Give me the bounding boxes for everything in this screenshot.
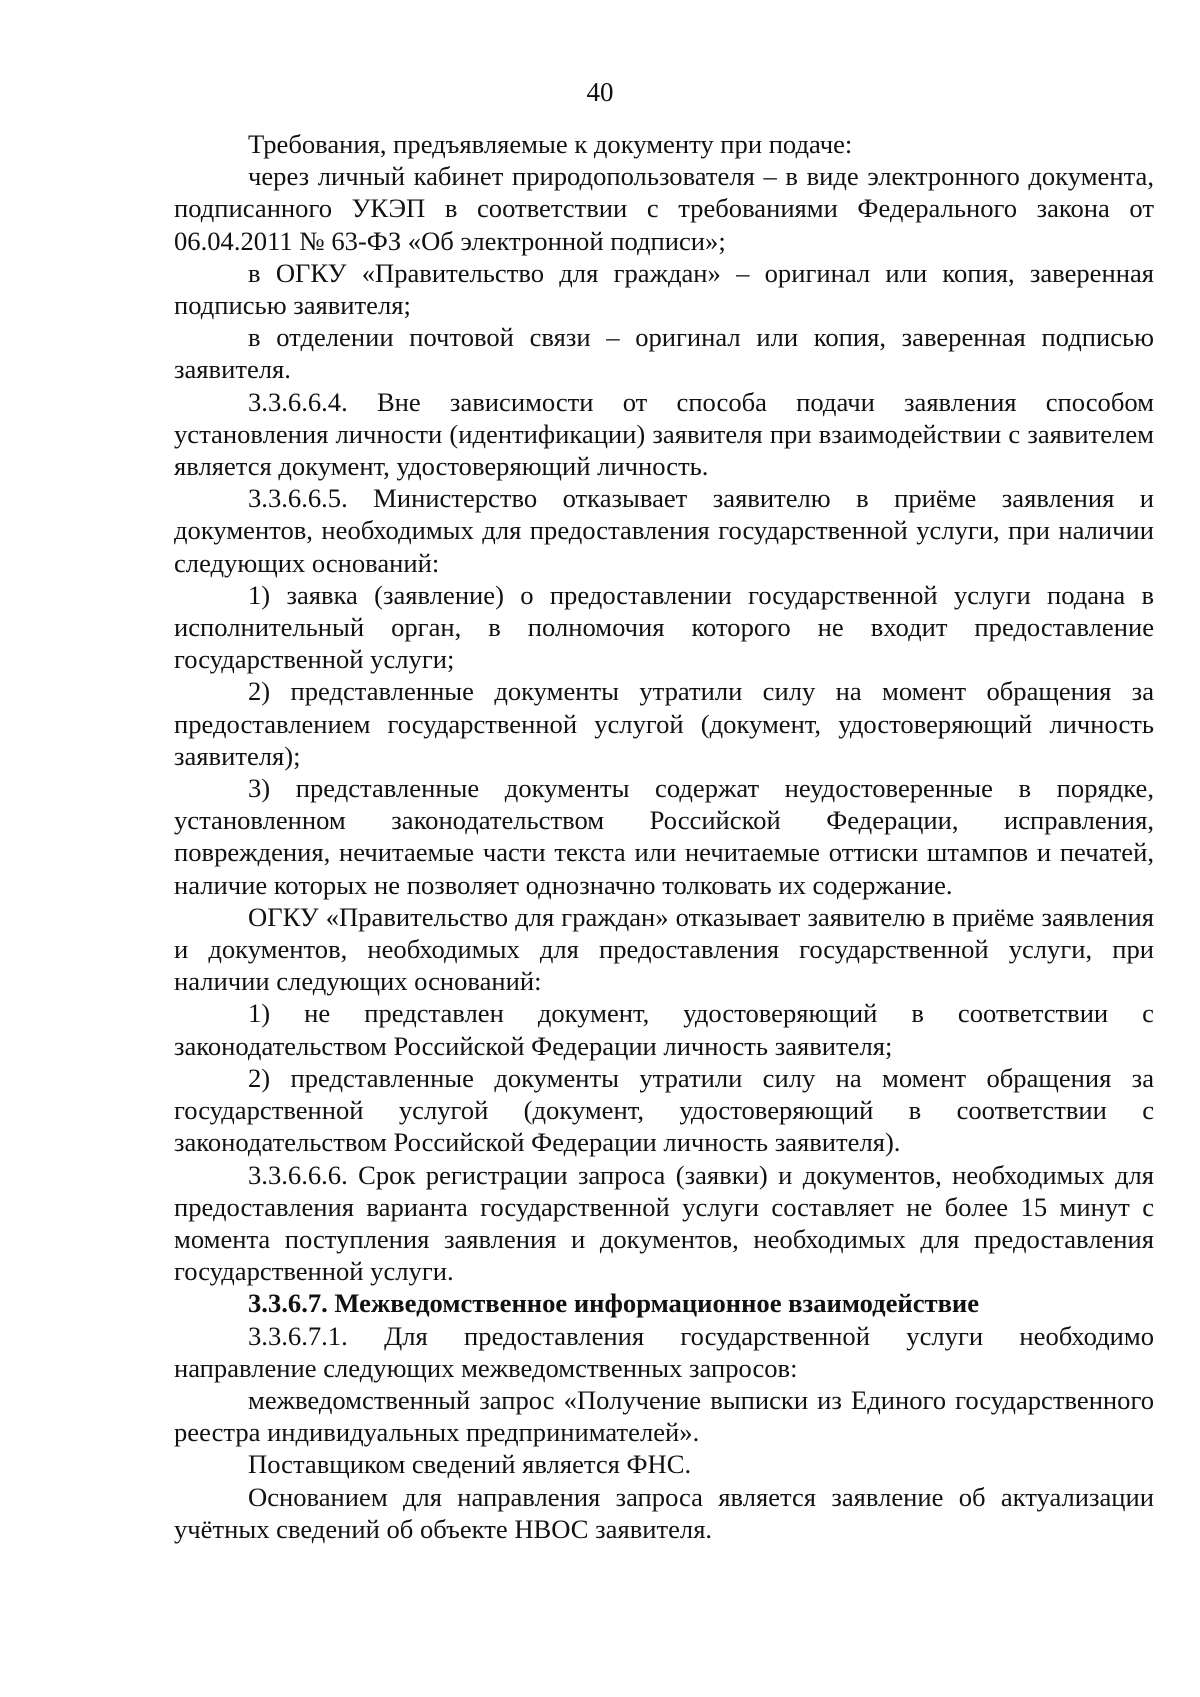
page-number: 40 bbox=[586, 77, 614, 107]
paragraph: через личный кабинет природопользователя – в виде электронного документа, подписанного УКЭП в соответствии с требованиями Федерального закона от 06.04.2011 № 63-ФЗ «Об электронной подписи»; bbox=[174, 161, 1154, 256]
paragraph: 3.3.6.6.4. Вне зависимости от способа подачи заявления способом установления личности (идентификации) заявителя при взаимодействии с заявителем является документ, удостоверяющий личность. bbox=[174, 386, 1154, 482]
paragraph: в отделении почтовой связи – оригинал или копия, заверенная подписью заявителя. bbox=[174, 322, 1154, 385]
paragraph: Основанием для направления запроса является заявление об актуализации учётных сведений об объекте НВОС заявителя. bbox=[174, 1481, 1154, 1544]
list-item: 2) представленные документы утратили силу на момент обращения за государственной услугой (документ, удостоверяющий в соответствии с законодательством Российской Федерации личность заявителя). bbox=[174, 1062, 1154, 1158]
list-item: 2) представленные документы утратили силу на момент обращения за предоставлением государственной услугой (документ, удостоверяющий личность заявителя); bbox=[174, 676, 1154, 771]
paragraph: Требования, предъявляемые к документу при подаче: bbox=[248, 129, 853, 159]
paragraph: межведомственный запрос «Получение выписки из Единого государственного реестра индивидуальных предпринимателей». bbox=[174, 1384, 1154, 1448]
paragraph: 3.3.6.7.1. Для предоставления государственной услуги необходимо направление следующих межведомственных запросов: bbox=[174, 1320, 1154, 1383]
list-item: 3) представленные документы содержат неудостоверенные в порядке, установленном законодательством Российской Федерации, исправления, повреждения, нечитаемые части текста или нечитаемые оттиски штампов и печатей, наличие которых не позволяет однозначно толковать их содержание. bbox=[174, 773, 1154, 900]
paragraph: 3.3.6.6.6. Срок регистрации запроса (заявки) и документов, необходимых для предоставления варианта государственной услуги составляет не более 15 минут с момента поступления заявления и документов, необходимых для предоставления государственной услуги. bbox=[174, 1159, 1154, 1287]
list-item: 1) не представлен документ, удостоверяющий в соответствии с законодательством Российской Федерации личность заявителя; bbox=[174, 998, 1154, 1061]
paragraph: ОГКУ «Правительство для граждан» отказывает заявителю в приёме заявления и документов, необходимых для предоставления государственной услуги, при наличии следующих оснований: bbox=[174, 901, 1154, 997]
section-heading: 3.3.6.7. Межведомственное информационное взаимодействие bbox=[248, 1288, 980, 1319]
list-item: 1) заявка (заявление) о предоставлении государственной услуги подана в исполнительный орган, в полномочия которого не входит предоставление государственной услуги; bbox=[174, 579, 1154, 675]
paragraph: в ОГКУ «Правительство для граждан» – оригинал или копия, заверенная подписью заявителя; bbox=[174, 257, 1154, 321]
paragraph: 3.3.6.6.5. Министерство отказывает заявителю в приёме заявления и документов, необходимых для предоставления государственной услуги, при наличии следующих оснований: bbox=[174, 483, 1154, 578]
document-body bbox=[174, 128, 1154, 1545]
paragraph: Поставщиком сведений является ФНС. bbox=[248, 1449, 692, 1480]
